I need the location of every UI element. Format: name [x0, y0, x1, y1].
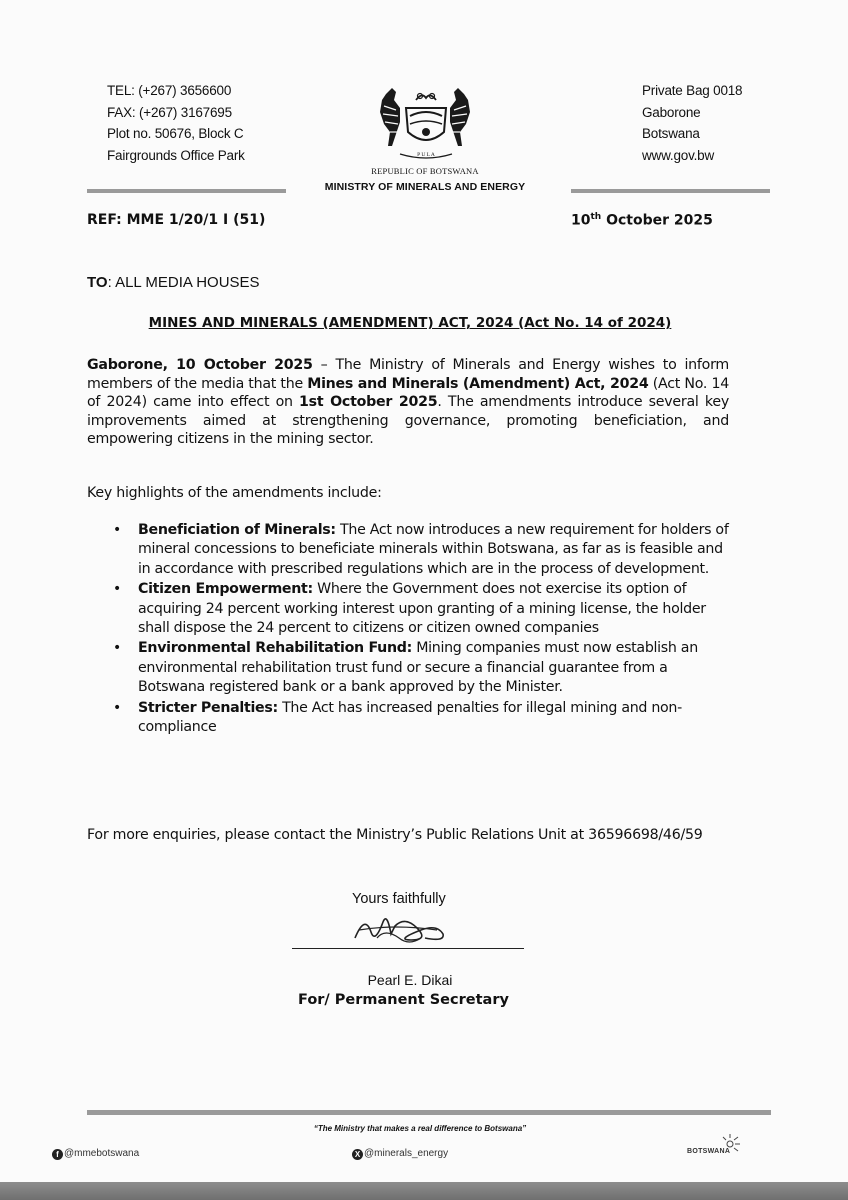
bullet-icon: •	[113, 640, 121, 657]
coat-of-arms-icon	[366, 82, 486, 166]
footer-slogan: “The Ministry that makes a real difference to Botswana”	[313, 1124, 527, 1133]
x-icon: X	[352, 1149, 363, 1160]
enquiries-paragraph: For more enquiries, please contact the Ministry’s Public Relations Unit at 36596698/46/59	[87, 827, 703, 843]
list-item: • Citizen Empowerment: Where the Government does not exercise its option of acquiring 24 percent working interest upon granting of a mining license, the holder shall dispose the 24 percent to citizens or citizen owned companies	[113, 581, 706, 637]
highlights-intro: Key highlights of the amendments include:	[87, 485, 382, 501]
letter-title: MINES AND MINERALS (AMENDMENT) ACT, 2024 (Act No. 14 of 2024)	[148, 315, 672, 331]
tel-line: TEL: (+267) 3656600	[107, 83, 232, 98]
letter-date: 10th October 2025	[571, 212, 713, 229]
country-line: Botswana	[642, 126, 700, 141]
closing-line: Yours faithfully	[352, 891, 446, 907]
bullet-icon: •	[113, 522, 121, 538]
recipient-line: TO: ALL MEDIA HOUSES	[87, 274, 260, 291]
x-handle: X @minerals_energy	[352, 1148, 448, 1160]
reference-number: REF: MME 1/20/1 I (51)	[87, 212, 266, 228]
office-park-line: Fairgrounds Office Park	[107, 147, 245, 163]
signature-icon	[325, 908, 465, 952]
list-item: • Stricter Penalties: The Act has increased penalties for illegal mining and non-compliance	[113, 699, 682, 736]
ministry-label: MINISTRY OF MINERALS AND ENERGY	[324, 181, 526, 193]
facebook-handle: f @mmebotswana	[52, 1148, 139, 1160]
signature-line	[292, 948, 524, 949]
city-line: Gaborone	[642, 104, 701, 120]
header-rule-right	[571, 189, 770, 193]
private-bag-line: Private Bag 0018	[642, 83, 743, 98]
facebook-icon: f	[52, 1149, 63, 1160]
address-block	[642, 80, 742, 166]
website-line: www.gov.bw	[642, 147, 715, 163]
fax-line: FAX: (+267) 3167695	[107, 104, 232, 120]
highlights-list	[108, 521, 733, 738]
header-rule-left	[87, 189, 286, 193]
bottom-band	[0, 1182, 848, 1200]
bullet-icon: •	[113, 581, 121, 598]
footer-rule	[87, 1110, 771, 1115]
contact-block	[107, 80, 245, 166]
list-item: • Environmental Rehabilitation Fund: Mining companies must now establish an environmental rehabilitation trust fund or secure a financial guarantee from a Botswana registered bank or a bank approved by the Minister.	[113, 640, 698, 696]
signer-role: For/ Permanent Secretary	[298, 992, 509, 1008]
plot-line: Plot no. 50676, Block C	[107, 126, 244, 141]
signer-name: Pearl E. Dikai	[367, 972, 453, 988]
intro-paragraph: Gaborone, 10 October 2025 – The Ministry of Minerals and Energy wishes to inform members of the media that the Mines and Minerals (Amendment) Act, 2024 (Act No. 14 of 2024) came into effect on 1st October 2025. The amendments introduce several key improvements aimed at strengthening governance, promoting beneficiation, and empowering citizens in the mining sector.	[87, 357, 729, 448]
botswana-brand-logo-icon	[684, 1132, 744, 1162]
republic-label: REPUBLIC OF BOTSWANA	[371, 166, 479, 176]
brand-text: BOTSWANA	[687, 1148, 731, 1155]
crest-motto: P U L A	[417, 152, 435, 158]
bullet-icon: •	[113, 699, 121, 716]
list-item: • Beneficiation of Minerals: The Act now introduces a new requirement for holders of mineral concessions to beneficiate minerals within Botswana, as far as is feasible and in accordance with prescribed regulations which are in the process of development.	[113, 522, 729, 577]
